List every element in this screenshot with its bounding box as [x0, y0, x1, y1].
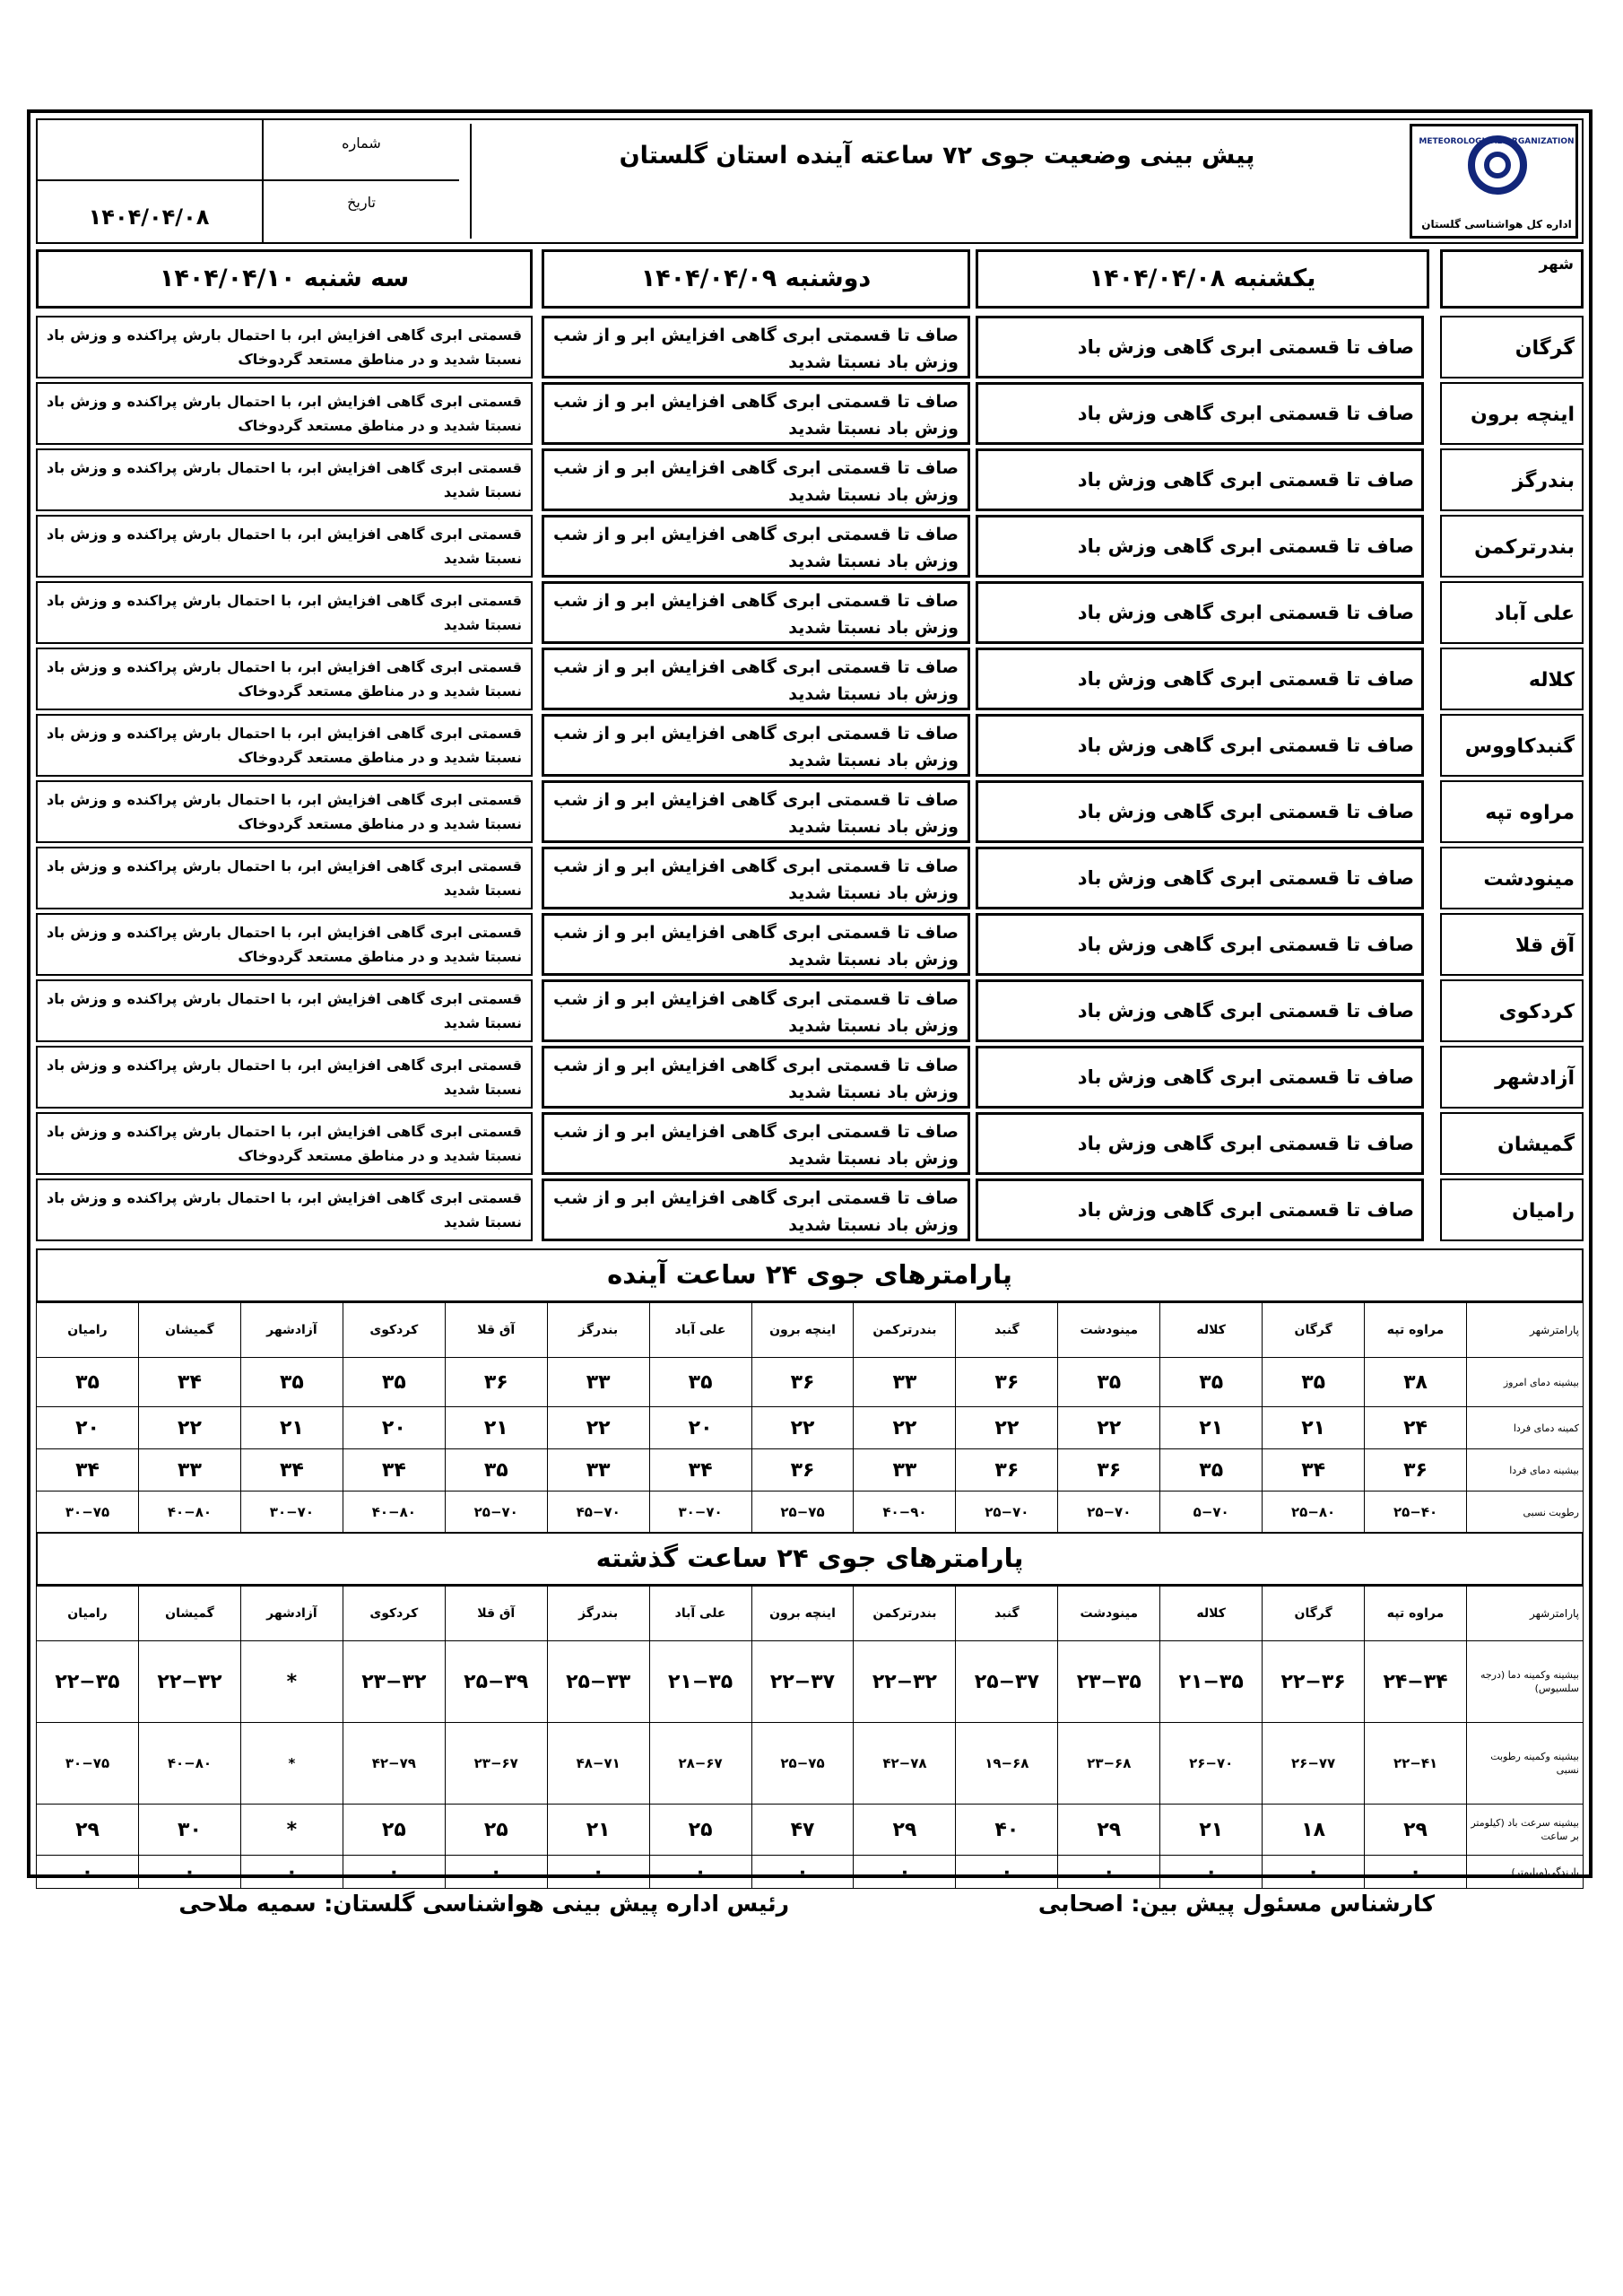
param-value: ۳۴	[37, 1449, 139, 1492]
forecast-row	[36, 382, 1584, 448]
param-value: ۲۵−۷۵	[751, 1723, 854, 1805]
param-value: ۰	[139, 1856, 241, 1889]
param-label: بیشینه سرعت باد (کیلومتر بر ساعت	[1467, 1805, 1584, 1856]
corner-header: پارامترشهر	[1467, 1303, 1584, 1358]
param-value: ۳۵	[1160, 1449, 1263, 1492]
city-header: بندرگز	[547, 1303, 649, 1358]
param-value: ۳۵	[37, 1358, 139, 1407]
city-name: آق قلا	[1440, 913, 1584, 976]
param-value: ۲۵	[445, 1805, 547, 1856]
param-value: ۳۶	[751, 1449, 854, 1492]
param-value: ۲۲−۳۶	[1263, 1641, 1365, 1723]
city-header: آق قلا	[445, 1587, 547, 1641]
param-value: ۲۲−۳۲	[854, 1641, 956, 1723]
city-name: کردکوی	[1440, 979, 1584, 1042]
day3-forecast: قسمتی ابری گاهی افزایش ابر، با احتمال بارش پراکنده و وزش باد نسبتا شدید و در مناطق مستعد گردوخاک	[36, 1112, 533, 1175]
city-header: کلاله	[1160, 1587, 1263, 1641]
param-label: بارندگی(میلیمتر)	[1467, 1856, 1584, 1889]
param-value: *	[240, 1641, 343, 1723]
param-value: ۲۱−۳۵	[649, 1641, 751, 1723]
param-value: ۲۳−۳۲	[343, 1641, 445, 1723]
city-header: گمیشان	[139, 1587, 241, 1641]
forecast-sheet	[27, 109, 1593, 1883]
param-value: ۳۴	[1263, 1449, 1365, 1492]
day2-forecast: صاف تا قسمتی ابری گاهی افزایش ابر و از شب وزش باد نسبتا شدید	[542, 780, 970, 843]
param-value: ۴۰−۸۰	[343, 1492, 445, 1534]
day3-forecast: قسمتی ابری گاهی افزایش ابر، با احتمال بارش پراکنده و وزش باد نسبتا شدید و در مناطق مستعد گردوخاک	[36, 913, 533, 976]
day2-forecast: صاف تا قسمتی ابری گاهی افزایش ابر و از شب وزش باد نسبتا شدید	[542, 979, 970, 1042]
param-value: ۲۵−۷۰	[445, 1492, 547, 1534]
head-signature: رئیس اداره پیش بینی هواشناسی گلستان: سمیه ملاحی	[178, 1891, 789, 1917]
param-value: ۲۵−۸۰	[1263, 1492, 1365, 1534]
day3-forecast: قسمتی ابری گاهی افزایش ابر، با احتمال بارش پراکنده و وزش باد نسبتا شدید	[36, 979, 533, 1042]
city-header: علی آباد	[649, 1303, 751, 1358]
city-name: اینچه برون	[1440, 382, 1584, 445]
param-value: ۲۳−۶۷	[445, 1723, 547, 1805]
param-value: ۰	[1160, 1856, 1263, 1889]
param-value: ۳۰−۷۰	[649, 1492, 751, 1534]
param-value: ۰	[649, 1856, 751, 1889]
forecast-row	[36, 913, 1584, 979]
date-label: تاریخ	[262, 181, 459, 242]
forecast-row	[36, 1046, 1584, 1112]
forecast-row	[36, 581, 1584, 648]
param-value: ۰	[547, 1856, 649, 1889]
param-value: ۱۸	[1263, 1805, 1365, 1856]
forecast-row	[36, 1112, 1584, 1178]
day2-forecast: صاف تا قسمتی ابری گاهی افزایش ابر و از شب وزش باد نسبتا شدید	[542, 1112, 970, 1175]
day1-forecast: صاف تا قسمتی ابری گاهی وزش باد	[976, 382, 1424, 445]
day3-forecast: قسمتی ابری گاهی افزایش ابر، با احتمال بارش پراکنده و وزش باد نسبتا شدید و در مناطق مستعد گردوخاک	[36, 648, 533, 710]
city-header: کلاله	[1160, 1303, 1263, 1358]
param-value: ۳۶	[1058, 1449, 1160, 1492]
param-value: ۲۰	[343, 1407, 445, 1449]
next24-table	[36, 1302, 1584, 1534]
param-value: ۳۶	[956, 1449, 1058, 1492]
param-label: بیشینه وکمینه رطوبت نسبی	[1467, 1723, 1584, 1805]
param-value: ۲۵	[343, 1805, 445, 1856]
day1-forecast: صاف تا قسمتی ابری گاهی وزش باد	[976, 714, 1424, 777]
param-label: کمینه دمای فردا	[1467, 1407, 1584, 1449]
param-value: ۴۷	[751, 1805, 854, 1856]
document-meta	[38, 120, 459, 242]
param-value: ۳۳	[139, 1449, 241, 1492]
param-row	[37, 1492, 1584, 1534]
day3-forecast: قسمتی ابری گاهی افزایش ابر، با احتمال بارش پراکنده و وزش باد نسبتا شدید و در مناطق مستعد گردوخاک	[36, 714, 533, 777]
param-value: ۳۵	[240, 1358, 343, 1407]
forecast-row	[36, 515, 1584, 581]
param-value: ۰	[854, 1856, 956, 1889]
param-value: ۲۵−۴۰	[1365, 1492, 1467, 1534]
param-value: ۳۵	[649, 1358, 751, 1407]
param-value: ۲۱	[1160, 1407, 1263, 1449]
day1-forecast: صاف تا قسمتی ابری گاهی وزش باد	[976, 1112, 1424, 1175]
param-value: ۲۰	[649, 1407, 751, 1449]
day3-forecast: قسمتی ابری گاهی افزایش ابر، با احتمال بارش پراکنده و وزش باد نسبتا شدید	[36, 448, 533, 511]
param-value: ۳۳	[854, 1358, 956, 1407]
param-value: ۲۵−۷۵	[751, 1492, 854, 1534]
forecast-row	[36, 714, 1584, 780]
param-value: ۳۵	[343, 1358, 445, 1407]
forecast-table	[36, 316, 1584, 1245]
city-header: کردکوی	[343, 1587, 445, 1641]
param-value: ۱۹−۶۸	[956, 1723, 1058, 1805]
forecast-row	[36, 316, 1584, 382]
param-value: ۲۲	[751, 1407, 854, 1449]
param-value: ۲۱	[445, 1407, 547, 1449]
param-value: ۲۰	[37, 1407, 139, 1449]
param-value: ۴۰−۹۰	[854, 1492, 956, 1534]
param-value: ۳۰−۷۵	[37, 1723, 139, 1805]
param-value: ۳۰−۷۰	[240, 1492, 343, 1534]
param-value: ۳۶	[1365, 1449, 1467, 1492]
forecast-row	[36, 448, 1584, 515]
city-header: کردکوی	[343, 1303, 445, 1358]
param-value: ۲۵	[649, 1805, 751, 1856]
day1-forecast: صاف تا قسمتی ابری گاهی وزش باد	[976, 648, 1424, 710]
day-header-row	[36, 249, 1584, 312]
header	[36, 118, 1584, 244]
param-value: ۰	[37, 1856, 139, 1889]
param-value: ۲۵−۳۷	[956, 1641, 1058, 1723]
param-value: ۰	[1263, 1856, 1365, 1889]
city-header: گنبد	[956, 1303, 1058, 1358]
city-header: مراوه تپه	[1365, 1587, 1467, 1641]
day3-forecast: قسمتی ابری گاهی افزایش ابر، با احتمال بارش پراکنده و وزش باد نسبتا شدید	[36, 1178, 533, 1241]
day3-forecast: قسمتی ابری گاهی افزایش ابر، با احتمال بارش پراکنده و وزش باد نسبتا شدید و در مناطق مستعد گردوخاک	[36, 316, 533, 378]
day1-forecast: صاف تا قسمتی ابری گاهی وزش باد	[976, 979, 1424, 1042]
param-value: ۲۹	[37, 1805, 139, 1856]
param-value: ۲۲−۴۱	[1365, 1723, 1467, 1805]
param-value: ۳۰	[139, 1805, 241, 1856]
page-title: پیش بینی وضعیت جوی ۷۲ ساعته آینده استان گلستان	[470, 124, 1402, 239]
city-header: رامیان	[37, 1587, 139, 1641]
param-value: ۲۱	[547, 1805, 649, 1856]
param-value: ۴۰−۸۰	[139, 1492, 241, 1534]
city-header: مینودشت	[1058, 1303, 1160, 1358]
city-name: بندرترکمن	[1440, 515, 1584, 578]
city-header: بندرترکمن	[854, 1587, 956, 1641]
city-header: گرگان	[1263, 1587, 1365, 1641]
param-value: ۲۴−۳۴	[1365, 1641, 1467, 1723]
day1-forecast: صاف تا قسمتی ابری گاهی وزش باد	[976, 780, 1424, 843]
param-value: ۲۸−۶۷	[649, 1723, 751, 1805]
param-row	[37, 1358, 1584, 1407]
param-value: ۲۴	[1365, 1407, 1467, 1449]
day3-forecast: قسمتی ابری گاهی افزایش ابر، با احتمال بارش پراکنده و وزش باد نسبتا شدید و در مناطق مستعد گردوخاک	[36, 780, 533, 843]
param-value: ۲۹	[1365, 1805, 1467, 1856]
param-value: ۳۴	[343, 1449, 445, 1492]
param-label: بیشینه دمای فردا	[1467, 1449, 1584, 1492]
city-name: بندرگز	[1440, 448, 1584, 511]
city-header: بندرگز	[547, 1587, 649, 1641]
param-value: ۳۵	[445, 1449, 547, 1492]
city-name: رامیان	[1440, 1178, 1584, 1241]
day3-header: سه شنبه ۱۴۰۴/۰۴/۱۰	[36, 249, 533, 309]
city-header: گرگان	[1263, 1303, 1365, 1358]
city-header: مینودشت	[1058, 1587, 1160, 1641]
param-value: ۳۳	[854, 1449, 956, 1492]
city-header: گمیشان	[139, 1303, 241, 1358]
param-value: ۳۶	[445, 1358, 547, 1407]
day1-forecast: صاف تا قسمتی ابری گاهی وزش باد	[976, 847, 1424, 909]
date-value: ۱۴۰۴/۰۴/۰۸	[88, 204, 210, 230]
param-value: ۰	[956, 1856, 1058, 1889]
param-value: *	[240, 1723, 343, 1805]
param-value: ۳۶	[956, 1358, 1058, 1407]
param-value: ۴۲−۷۸	[854, 1723, 956, 1805]
param-row	[37, 1805, 1584, 1856]
param-row	[37, 1641, 1584, 1723]
day1-forecast: صاف تا قسمتی ابری گاهی وزش باد	[976, 913, 1424, 976]
logo-persian-text: اداره کل هواشناسی گلستان	[1421, 218, 1572, 230]
param-value: ۰	[343, 1856, 445, 1889]
param-value: ۳۴	[649, 1449, 751, 1492]
param-value: ۲۵−۷۰	[1058, 1492, 1160, 1534]
param-value: ۲۲	[956, 1407, 1058, 1449]
param-value: ۲۳−۳۵	[1058, 1641, 1160, 1723]
param-value: ۳۳	[547, 1358, 649, 1407]
param-value: ۳۰−۷۵	[37, 1492, 139, 1534]
day2-forecast: صاف تا قسمتی ابری گاهی افزایش ابر و از شب وزش باد نسبتا شدید	[542, 448, 970, 511]
param-value: ۲۶−۷۷	[1263, 1723, 1365, 1805]
param-value: ۴۸−۷۱	[547, 1723, 649, 1805]
day2-forecast: صاف تا قسمتی ابری گاهی افزایش ابر و از شب وزش باد نسبتا شدید	[542, 1046, 970, 1109]
day2-forecast: صاف تا قسمتی ابری گاهی افزایش ابر و از شب وزش باد نسبتا شدید	[542, 913, 970, 976]
forecast-row	[36, 648, 1584, 714]
param-value: ۲۲−۳۲	[139, 1641, 241, 1723]
param-value: ۲۱	[1160, 1805, 1263, 1856]
param-value: ۲۲	[854, 1407, 956, 1449]
city-column-header: شهر	[1440, 249, 1584, 309]
param-value: ۲۶−۷۰	[1160, 1723, 1263, 1805]
city-header: علی آباد	[649, 1587, 751, 1641]
day3-forecast: قسمتی ابری گاهی افزایش ابر، با احتمال بارش پراکنده و وزش باد نسبتا شدید	[36, 581, 533, 644]
param-value: ۲۵−۳۹	[445, 1641, 547, 1723]
past24-table	[36, 1586, 1584, 1889]
day2-forecast: صاف تا قسمتی ابری گاهی افزایش ابر و از شب وزش باد نسبتا شدید	[542, 316, 970, 378]
corner-header: پارامترشهر	[1467, 1587, 1584, 1641]
day2-forecast: صاف تا قسمتی ابری گاهی افزایش ابر و از شب وزش باد نسبتا شدید	[542, 1178, 970, 1241]
day2-forecast: صاف تا قسمتی ابری گاهی افزایش ابر و از شب وزش باد نسبتا شدید	[542, 382, 970, 445]
city-name: مراوه تپه	[1440, 780, 1584, 843]
param-label: بیشینه دمای امروز	[1467, 1358, 1584, 1407]
param-value: ۲۵−۳۳	[547, 1641, 649, 1723]
forecast-row	[36, 1178, 1584, 1245]
param-value: ۳۵	[1160, 1358, 1263, 1407]
city-header: اینچه برون	[751, 1303, 854, 1358]
forecast-row	[36, 780, 1584, 847]
param-value: ۲۱−۳۵	[1160, 1641, 1263, 1723]
param-value: ۰	[751, 1856, 854, 1889]
day1-forecast: صاف تا قسمتی ابری گاهی وزش باد	[976, 1046, 1424, 1109]
number-value	[38, 120, 260, 179]
city-header: بندرترکمن	[854, 1303, 956, 1358]
city-name: علی آباد	[1440, 581, 1584, 644]
day1-forecast: صاف تا قسمتی ابری گاهی وزش باد	[976, 1178, 1424, 1241]
logo	[1410, 124, 1578, 239]
day1-forecast: صاف تا قسمتی ابری گاهی وزش باد	[976, 581, 1424, 644]
city-name: مینودشت	[1440, 847, 1584, 909]
logo-emblem-icon	[1468, 135, 1527, 195]
day2-forecast: صاف تا قسمتی ابری گاهی افزایش ابر و از شب وزش باد نسبتا شدید	[542, 581, 970, 644]
city-header: گنبد	[956, 1587, 1058, 1641]
param-value: ۰	[445, 1856, 547, 1889]
param-label: رطوبت نسبی	[1467, 1492, 1584, 1534]
param-value: ۲۲	[1058, 1407, 1160, 1449]
day1-header: یکشنبه ۱۴۰۴/۰۴/۰۸	[976, 249, 1429, 309]
day2-forecast: صاف تا قسمتی ابری گاهی افزایش ابر و از شب وزش باد نسبتا شدید	[542, 648, 970, 710]
past24-title: پارامترهای جوی ۲۴ ساعت گذشته	[36, 1532, 1584, 1586]
param-value: ۵−۷۰	[1160, 1492, 1263, 1534]
param-row	[37, 1856, 1584, 1889]
day2-header: دوشنبه ۱۴۰۴/۰۴/۰۹	[542, 249, 970, 309]
logo-english-text: METEOROLOGICAL ORGANIZATION	[1419, 137, 1575, 146]
forecast-row	[36, 847, 1584, 913]
param-value: ۲۲	[139, 1407, 241, 1449]
param-value: ۲۵−۷۰	[956, 1492, 1058, 1534]
param-value: ۰	[1365, 1856, 1467, 1889]
param-value: ۲۲−۳۷	[751, 1641, 854, 1723]
param-value: ۳۵	[1058, 1358, 1160, 1407]
param-value: ۲۹	[854, 1805, 956, 1856]
next24-title: پارامترهای جوی ۲۴ ساعت آینده	[36, 1248, 1584, 1302]
param-value: ۴۲−۷۹	[343, 1723, 445, 1805]
day2-forecast: صاف تا قسمتی ابری گاهی افزایش ابر و از شب وزش باد نسبتا شدید	[542, 714, 970, 777]
param-value: ۲۱	[1263, 1407, 1365, 1449]
city-header: آق قلا	[445, 1303, 547, 1358]
city-name: گنبدکاووس	[1440, 714, 1584, 777]
forecast-row	[36, 979, 1584, 1046]
param-row	[37, 1449, 1584, 1492]
param-value: ۲۲−۳۵	[37, 1641, 139, 1723]
day3-forecast: قسمتی ابری گاهی افزایش ابر، با احتمال بارش پراکنده و وزش باد نسبتا شدید	[36, 515, 533, 578]
param-value: ۳۵	[1263, 1358, 1365, 1407]
param-value: ۳۶	[751, 1358, 854, 1407]
city-name: آزادشهر	[1440, 1046, 1584, 1109]
param-row	[37, 1407, 1584, 1449]
forecaster-signature: کارشناس مسئول پیش بین: اصحابی	[1037, 1891, 1435, 1917]
param-value: ۳۴	[139, 1358, 241, 1407]
day3-forecast: قسمتی ابری گاهی افزایش ابر، با احتمال بارش پراکنده و وزش باد نسبتا شدید	[36, 1046, 533, 1109]
day1-forecast: صاف تا قسمتی ابری گاهی وزش باد	[976, 316, 1424, 378]
city-header: مراوه تپه	[1365, 1303, 1467, 1358]
param-value: ۴۰	[956, 1805, 1058, 1856]
param-value: ۰	[1058, 1856, 1160, 1889]
city-header: اینچه برون	[751, 1587, 854, 1641]
city-name: گرگان	[1440, 316, 1584, 378]
param-value: ۲۲	[547, 1407, 649, 1449]
city-name: کلاله	[1440, 648, 1584, 710]
day2-forecast: صاف تا قسمتی ابری گاهی افزایش ابر و از شب وزش باد نسبتا شدید	[542, 515, 970, 578]
param-value: ۴۰−۸۰	[139, 1723, 241, 1805]
city-name: گمیشان	[1440, 1112, 1584, 1175]
number-label: شماره	[262, 120, 459, 179]
day1-forecast: صاف تا قسمتی ابری گاهی وزش باد	[976, 448, 1424, 511]
param-row	[37, 1723, 1584, 1805]
param-value: ۰	[240, 1856, 343, 1889]
param-value: *	[240, 1805, 343, 1856]
param-value: ۲۳−۶۸	[1058, 1723, 1160, 1805]
param-label: بیشینه وکمینه دما (درجه سلسیوس)	[1467, 1641, 1584, 1723]
day2-forecast: صاف تا قسمتی ابری گاهی افزایش ابر و از شب وزش باد نسبتا شدید	[542, 847, 970, 909]
param-value: ۲۹	[1058, 1805, 1160, 1856]
param-value: ۲۱	[240, 1407, 343, 1449]
param-value: ۴۵−۷۰	[547, 1492, 649, 1534]
day3-forecast: قسمتی ابری گاهی افزایش ابر، با احتمال بارش پراکنده و وزش باد نسبتا شدید و در مناطق مستعد گردوخاک	[36, 382, 533, 445]
day1-forecast: صاف تا قسمتی ابری گاهی وزش باد	[976, 515, 1424, 578]
day3-forecast: قسمتی ابری گاهی افزایش ابر، با احتمال بارش پراکنده و وزش باد نسبتا شدید	[36, 847, 533, 909]
param-value: ۳۸	[1365, 1358, 1467, 1407]
city-header: رامیان	[37, 1303, 139, 1358]
city-header: آزادشهر	[240, 1303, 343, 1358]
param-value: ۳۴	[240, 1449, 343, 1492]
param-value: ۳۳	[547, 1449, 649, 1492]
city-header: آزادشهر	[240, 1587, 343, 1641]
